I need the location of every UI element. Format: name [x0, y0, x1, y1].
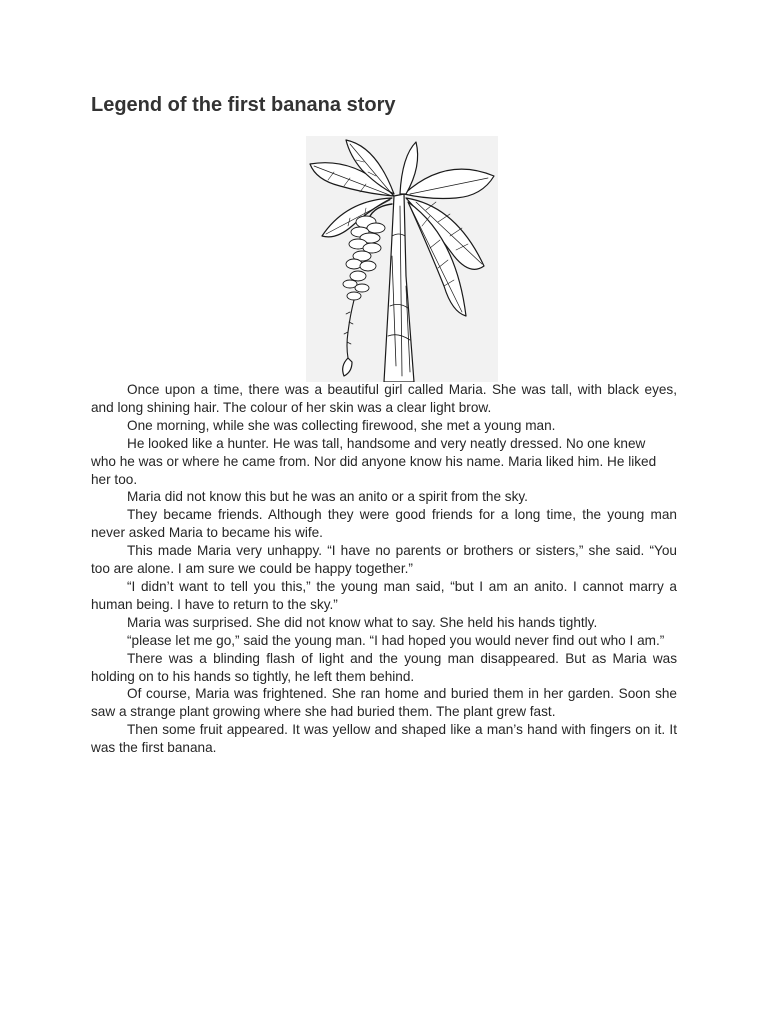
page-title: Legend of the first banana story — [91, 94, 396, 116]
story-paragraph: Once upon a time, there was a beautiful girl called Maria. She was tall, with black eyes, and long shining hair. The colour of her skin was a clear light brow. — [91, 382, 677, 415]
story-paragraph: Then some fruit appeared. It was yellow and shaped like a man’s hand with fingers on it. It was the first banana. — [91, 722, 677, 756]
story-paragraph: Of course, Maria was frightened. She ran home and buried them in her garden. Soon she saw a strange plant growing where she had buried them. The plant grew fast. — [91, 686, 677, 720]
story-paragraph: This made Maria very unhappy. “I have no parents or brothers or sisters,” she said. “You too are alone. I am sure we could be happy together.” — [91, 543, 677, 577]
story-text — [91, 381, 677, 757]
story-paragraph: One morning, while she was collecting firewood, she met a young man. — [127, 417, 556, 433]
story-paragraph: There was a blinding flash of light and the young man disappeared. But as Maria was holding on to his hands so tightly, he left them behind. — [91, 650, 677, 684]
story-paragraph: Maria did not know this but he was an anito or a spirit from the sky. — [127, 489, 528, 505]
story-paragraph: who he was or where he came from. Nor did anyone know his name. Maria liked him. He liked her too. — [91, 453, 657, 487]
story-paragraph: Maria was surprised. She did not know what to say. She held his hands tightly. — [127, 614, 598, 630]
story-paragraph: He looked like a hunter. He was tall, handsome and very neatly dressed. No one knew — [127, 435, 646, 451]
story-paragraph: “please let me go,” said the young man. “I had hoped you would never find out who I am.” — [127, 632, 665, 648]
story-paragraph: They became friends. Although they were good friends for a long time, the young man never asked Maria to became his wife. — [91, 507, 677, 541]
banana-tree-icon — [306, 136, 498, 382]
story-paragraph: “I didn’t want to tell you this,” the young man said, “but I am an anito. I cannot marry a human being. I have to return to the sky.” — [91, 578, 677, 612]
